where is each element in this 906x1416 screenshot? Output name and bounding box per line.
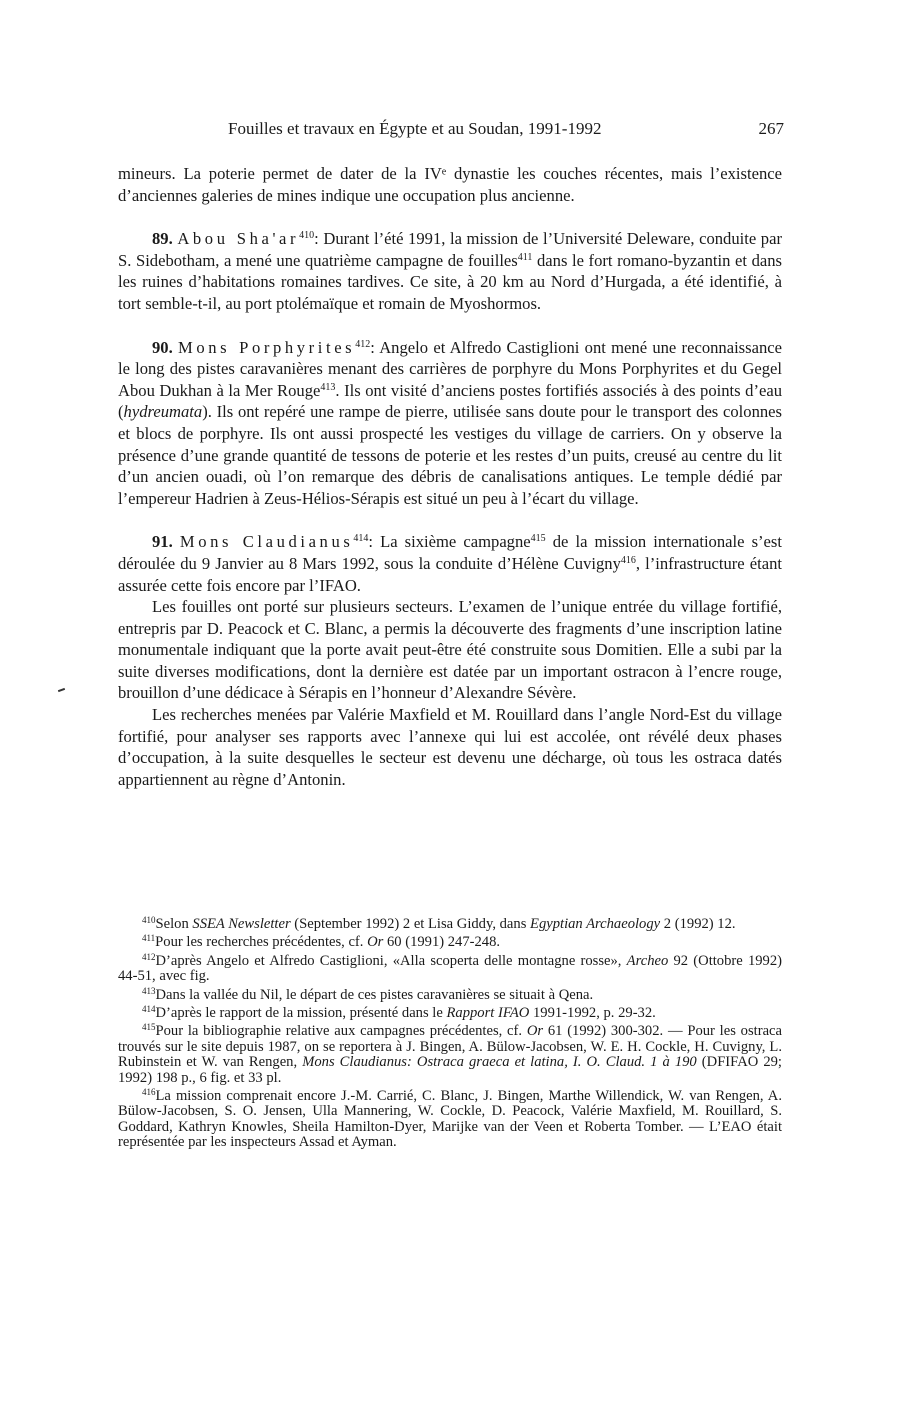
footnote-italic: Or [367,934,384,951]
section-text: , l’infrastructure étant assurée cette fois encore par l’IFAO. [118,553,782,595]
main-text [118,163,782,790]
footnote-text: Dans la vallée du Nil, le départ de ces pistes caravanières se situait à Qena. [155,986,594,1003]
footnote-ref: 415 [530,533,546,545]
footnote-text: Pour les recherches précédentes, cf. [155,934,368,951]
footnote-number: 410 [142,915,156,925]
footnote-414 [118,1006,782,1021]
footnote-ref: 416 [620,554,636,566]
footnote-text: (September 1992) 2 et Lisa Giddy, dans [290,916,531,932]
section-text: . Ils ont visité d’anciens postes fortifiés associés à des points d’eau ( [118,380,783,422]
footnote-text: 60 (1991) 247-248. [383,934,501,951]
section-90 [118,337,782,510]
footnote-ref: 414 [353,533,369,545]
section-number: 89. [152,229,173,249]
footnote-410 [118,917,782,932]
footnote-412 [118,951,782,985]
footnote-ref: 413 [320,381,336,393]
footnotes [118,917,782,1154]
footnote-411 [118,935,782,950]
footnote-italic: Mons Claudianus: Ostraca graeca et latina, I. O. Claud. 1 à 190 [302,1054,697,1071]
footnote-413 [118,985,782,1003]
paragraph-continuation: mineurs. La poterie permet de dater de la IVᵉ dynastie les couches récentes, mais l’existence d’anciennes galeries de mines indique une occupation plus ancienne. [118,164,782,205]
section-text: : La sixième campagne [368,532,531,552]
section-89 [118,228,782,314]
footnote-italic: Archeo [626,952,669,969]
footnote-text: 92 (Ottobre 1992) 44-51, avec fig. [118,952,782,985]
footnote-number: 415 [142,1022,156,1033]
footnote-number: 411 [142,933,156,944]
footnote-text: D’après le rapport de la mission, présenté dans le [155,1005,447,1022]
section-title: Mons Porphyrites [178,337,356,357]
footnote-416 [118,1089,782,1151]
footnote-ref: 412 [355,338,371,350]
section-text: : Angelo et Alfredo Castiglioni ont mené une reconnaissance le long des pistes caravanières menant des carrières de porphyre du Mons Porphyrites et du Gegel Abou Dukhan à la Mer Rouge [118,337,782,400]
footnote-415 [118,1024,782,1086]
footnote-italic: Rapport IFAO [446,1005,530,1022]
section-91 [118,531,782,596]
footnote-italic: Egyptian Archaeology [530,916,661,932]
footnote-text: D’après Angelo et Alfredo Castiglioni, «Alla scoperta delle montagne rosse», [155,952,627,969]
section-text: : Durant l’été 1991, la mission de l’Université Deleware, conduite par S. Sidebotham, a mené une quatrième campagne de fouilles [118,229,782,270]
footnote-text: La mission comprenait encore J.-M. Carrié, C. Blanc, J. Bingen, Marthe Willendick, W. van Rengen, A. Bülow-Jacobsen, S. O. Jensen, Ulla Mannering, W. Cockle, D. Peacock, Valérie Maxfield, M. Rouillard, S. Goddard, Kathryn Knowles, Sheila Hamilton-Dyer, Marijke van der Veen et Roberta Tomber. — L’EAO était représentée par les inspecteurs Assad et Ayman. [118,1088,782,1151]
footnote-text: 2 (1992) 12. [660,916,736,932]
footnote-number: 416 [142,1087,156,1098]
paragraph: Les fouilles ont porté sur plusieurs secteurs. L’examen de l’unique entrée du village fortifié, entrepris par D. Peacock et C. Blanc, a permis la découverte des fragments d’une inscription latine monumentale indiquant que la porte avait peut-être été construite sous Domitien. Elle a subi par la suite diverses modifications, dont la dernière est datée par un important ostracon à l’encre rouge, brouillon d’une dédicace à Sérapis en l’honneur d’Alexandre Sévère. [118,597,782,703]
footnote-ref: 410 [299,230,315,242]
footnote-text: Pour la bibliographie relative aux campagnes précédentes, cf. [155,1023,527,1040]
footnote-number: 412 [142,951,156,962]
paragraph: Les recherches menées par Valérie Maxfield et M. Rouillard dans l’angle Nord-Est du village fortifié, pour analyser ses rapports avec l’annexe qui lui est accolée, ont révélé deux phases d’occupation, à la suite desquelles le secteur est devenu une décharge, où tous les ostraca datés appartiennent au règne d’Antonin. [118,705,782,789]
running-title: Fouilles et travaux en Égypte et au Soudan, 1991-1992 [228,119,602,138]
section-title: Abou Sha'ar [177,229,300,249]
footnote-number: 414 [142,1004,156,1015]
footnote-text: 61 (1992) 300-302. — Pour les ostraca trouvés sur le site depuis 1987, on se reportera à J. Bingen, A. Bülow-Jacobsen, W. E. H. Cockle, H. Cuvigny, L. Rubinstein et W. van Rengen, [118,1023,783,1071]
section-number: 90. [152,337,173,357]
footnote-italic: Or [526,1023,544,1040]
footnote-text: 1991-1992, p. 29-32. [529,1005,656,1022]
section-number: 91. [152,532,173,552]
section-text: de la mission internationale s’est déroulée du 9 Janvier au 8 Mars 1992, sous la conduite d’Hélène Cuvigny [118,532,782,573]
italic-term: hydreumata [123,402,203,422]
page-number: 267 [758,119,784,138]
section-title: Mons Claudianus [179,532,354,552]
scan-mark [58,688,65,692]
footnote-number: 413 [142,985,156,996]
footnote-italic: SSEA Newsletter [192,916,291,932]
section-text: ). Ils ont repéré une rampe de pierre, utilisée sans doute pour le transport des colonnes et blocs de porphyre. Ils ont aussi prospecté les vestiges du village de carriers. On y observe la présence d’une grande quantité de tessons de poterie et les restes d’un puits, creusé au centre du lit d’un ancien ouadi, où l’on remarque des débris de canalisations antiques. Le temple dédié par l’empereur Hadrien à Zeus-Hélios-Sérapis est situé un peu à l’écart du village. [118,402,782,508]
section-text: dans le fort romano-byzantin et dans les ruines d’habitations romaines tardives. Ce site, à 20 km au Nord d’Hurgada, a été identifié, à tort semble-t-il, au port ptolémaïque et romain de Myoshormos. [118,250,782,313]
footnote-text: Selon [155,916,193,932]
footnote-ref: 411 [517,251,533,263]
footnote-text: (DFIFAO 29; 1992) 198 p., 6 fig. et 33 pl. [118,1054,782,1086]
